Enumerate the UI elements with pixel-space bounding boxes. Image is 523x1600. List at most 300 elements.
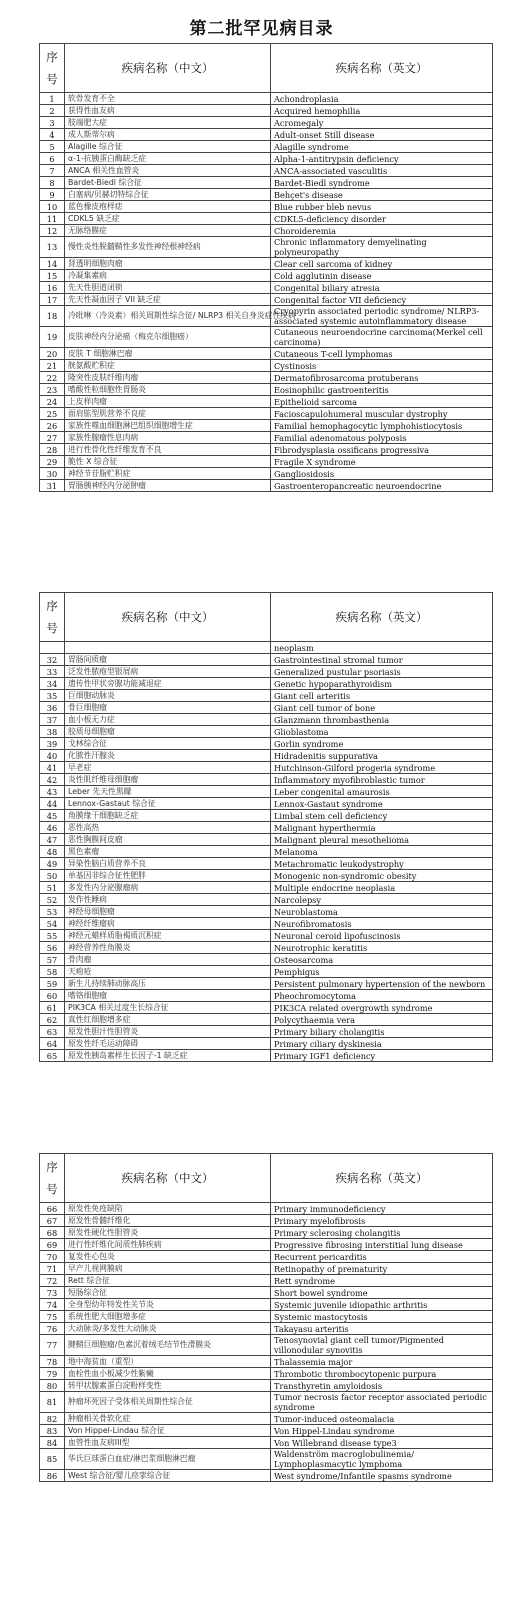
table-row	[40, 1227, 493, 1239]
row-number: 27	[40, 432, 65, 444]
disease-name-english: Tenosynovial giant cell tumor/Pigmented villonodular synovitis	[271, 1335, 493, 1356]
document-title: 第二批罕见病目录	[189, 19, 334, 39]
row-number: 65	[40, 1050, 65, 1062]
row-number: 55	[40, 930, 65, 942]
table-row	[40, 1050, 493, 1062]
table-row	[40, 942, 493, 954]
table-header-row	[40, 1154, 493, 1203]
disease-name-english: Adult-onset Still disease	[271, 129, 493, 141]
disease-name-english: Bardet-Biedl syndrome	[271, 177, 493, 189]
disease-name-chinese: 血小板无力症	[65, 714, 271, 726]
row-number: 66	[40, 1203, 65, 1215]
disease-name-chinese: 骨肉瘤	[65, 954, 271, 966]
row-number: 20	[40, 348, 65, 360]
disease-name-chinese: 腱鞘巨细胞瘤/色素沉着绒毛结节性滑膜炎	[65, 1335, 271, 1356]
table-row	[40, 870, 493, 882]
disease-name-chinese: 家族性噬血细胞淋巴组织细胞增生症	[65, 420, 271, 432]
disease-name-chinese: 嗜酸性粒细胞性胃肠炎	[65, 384, 271, 396]
disease-name-english: Primary IGF1 deficiency	[271, 1050, 493, 1062]
disease-name-english: neoplasm	[271, 642, 493, 654]
row-number: 21	[40, 360, 65, 372]
disease-name-chinese: 进行性纤维化间质性肺疾病	[65, 1239, 271, 1251]
disease-name-english: Neurotrophic keratitis	[271, 942, 493, 954]
disease-name-chinese: 新生儿持续肺动脉高压	[65, 978, 271, 990]
disease-name-chinese: 骨巨细胞瘤	[65, 702, 271, 714]
row-number: 63	[40, 1026, 65, 1038]
disease-name-english: Hidradenitis suppurativa	[271, 750, 493, 762]
table-row	[40, 270, 493, 282]
row-number: 7	[40, 165, 65, 177]
row-number: 80	[40, 1380, 65, 1392]
table-row	[40, 1437, 493, 1449]
row-number: 6	[40, 153, 65, 165]
disease-name-chinese: 先天性凝血因子 VII 缺乏症	[65, 294, 271, 306]
table-row	[40, 762, 493, 774]
row-number: 1	[40, 93, 65, 105]
row-number: 24	[40, 396, 65, 408]
disease-name-chinese: 皮肤神经内分泌癌（梅克尔细胞癌）	[65, 327, 271, 348]
row-number: 25	[40, 408, 65, 420]
table-row	[40, 327, 493, 348]
disease-name-chinese: 蓝色橡皮疱样痣	[65, 201, 271, 213]
table-row	[40, 294, 493, 306]
table-row	[40, 456, 493, 468]
table-row	[40, 444, 493, 456]
disease-name-english: Giant cell arteritis	[271, 690, 493, 702]
disease-name-english: Genetic hypoparathyroidism	[271, 678, 493, 690]
disease-name-english: Eosinophilic gastroenteritis	[271, 384, 493, 396]
table-row	[40, 906, 493, 918]
header-english-name: 疾病名称（英文）	[271, 593, 493, 642]
row-number: 50	[40, 870, 65, 882]
table-row	[40, 990, 493, 1002]
header-english-name: 疾病名称（英文）	[271, 1154, 493, 1203]
table-row	[40, 213, 493, 225]
disease-name-chinese: 黑色素瘤	[65, 846, 271, 858]
row-number	[40, 642, 65, 654]
row-number: 52	[40, 894, 65, 906]
row-number: 46	[40, 822, 65, 834]
row-number: 17	[40, 294, 65, 306]
disease-name-english: Systemic mastocytosis	[271, 1311, 493, 1323]
table-row	[40, 1368, 493, 1380]
row-number: 45	[40, 810, 65, 822]
header-chinese-name: 疾病名称（中文）	[65, 1154, 271, 1203]
row-number: 81	[40, 1392, 65, 1413]
disease-name-chinese: Rett 综合征	[65, 1275, 271, 1287]
disease-name-english: Familial hemophagocytic lymphohistiocytosis	[271, 420, 493, 432]
disease-name-chinese: 获得性血友病	[65, 105, 271, 117]
disease-name-english: Polycythaemia vera	[271, 1014, 493, 1026]
disease-name-chinese: 肾透明细胞肉瘤	[65, 258, 271, 270]
table-row	[40, 966, 493, 978]
table-row	[40, 201, 493, 213]
table-row	[40, 786, 493, 798]
row-number: 72	[40, 1275, 65, 1287]
disease-name-chinese: 早产儿视网膜病	[65, 1263, 271, 1275]
disease-name-english: Gorlin syndrome	[271, 738, 493, 750]
table-row	[40, 1275, 493, 1287]
disease-name-english: Cutaneous T-cell lymphomas	[271, 348, 493, 360]
row-number: 71	[40, 1263, 65, 1275]
disease-name-chinese	[65, 642, 271, 654]
table-row	[40, 420, 493, 432]
disease-name-chinese: 进行性骨化性纤维发育不良	[65, 444, 271, 456]
disease-name-chinese: Von Hippel-Lindau 综合征	[65, 1425, 271, 1437]
disease-name-english: Primary immunodeficiency	[271, 1203, 493, 1215]
row-number: 82	[40, 1413, 65, 1425]
row-number: 54	[40, 918, 65, 930]
table-row	[40, 1026, 493, 1038]
disease-name-chinese: 冷吡啉（冷炎素）相关周期性综合征/ NLRP3 相关自身炎症性疾病	[65, 306, 271, 327]
table-row	[40, 189, 493, 201]
disease-name-chinese: 短肠综合征	[65, 1287, 271, 1299]
disease-name-english: Fibrodysplasia ossificans progressiva	[271, 444, 493, 456]
disease-name-english: Cutaneous neuroendocrine carcinoma(Merkel cell carcinoma)	[271, 327, 493, 348]
disease-name-chinese: 皮肤 T 细胞淋巴瘤	[65, 348, 271, 360]
header-chinese-name: 疾病名称（中文）	[65, 593, 271, 642]
disease-name-chinese: 大动脉炎/多发性大动脉炎	[65, 1323, 271, 1335]
disease-name-english: Hutchinson-Gilford progeria syndrome	[271, 762, 493, 774]
disease-name-chinese: Alagille 综合征	[65, 141, 271, 153]
row-number: 70	[40, 1251, 65, 1263]
disease-name-english: Monogenic non-syndromic obesity	[271, 870, 493, 882]
disease-name-english: Short bowel syndrome	[271, 1287, 493, 1299]
row-number: 44	[40, 798, 65, 810]
row-number: 76	[40, 1323, 65, 1335]
row-number: 9	[40, 189, 65, 201]
disease-name-english: Takayasu arteritis	[271, 1323, 493, 1335]
disease-name-chinese: 先天性胆道闭锁	[65, 282, 271, 294]
disease-name-chinese: 化脓性汗腺炎	[65, 750, 271, 762]
disease-name-english: Primary myelofibrosis	[271, 1215, 493, 1227]
disease-name-english: Pheochromocytoma	[271, 990, 493, 1002]
disease-name-chinese: 炎性肌纤维母细胞瘤	[65, 774, 271, 786]
table-row	[40, 117, 493, 129]
disease-name-english: Gastroenteropancreatic neuroendocrine	[271, 480, 493, 492]
disease-name-english: Persistent pulmonary hypertension of the newborn	[271, 978, 493, 990]
disease-name-english: Cystinosis	[271, 360, 493, 372]
row-number: 53	[40, 906, 65, 918]
disease-name-chinese: 冷凝集素病	[65, 270, 271, 282]
header-number-line2: 号	[46, 1182, 58, 1196]
disease-name-chinese: 转甲状腺素蛋白淀粉样变性	[65, 1380, 271, 1392]
header-chinese-name: 疾病名称（中文）	[65, 44, 271, 93]
table-row	[40, 408, 493, 420]
row-number: 5	[40, 141, 65, 153]
disease-name-chinese: PIK3CA 相关过度生长综合征	[65, 1002, 271, 1014]
disease-name-chinese: 系统性肥大细胞增多症	[65, 1311, 271, 1323]
header-number-line1: 序	[46, 50, 58, 64]
row-number: 37	[40, 714, 65, 726]
disease-table	[39, 43, 493, 492]
table-row	[40, 153, 493, 165]
table-row	[40, 774, 493, 786]
row-number: 73	[40, 1287, 65, 1299]
table-row	[40, 1425, 493, 1437]
row-number: 58	[40, 966, 65, 978]
disease-name-english: Tumor necrosis factor receptor associated periodic syndrome	[271, 1392, 493, 1413]
row-number: 8	[40, 177, 65, 189]
disease-table	[39, 592, 493, 1062]
row-number: 28	[40, 444, 65, 456]
table-row	[40, 1263, 493, 1275]
table-row	[40, 177, 493, 189]
disease-name-english: Giant cell tumor of bone	[271, 702, 493, 714]
disease-name-english: Waldenström macroglobulinemia/ Lymphoplasmacytic lymphoma	[271, 1449, 493, 1470]
row-number: 29	[40, 456, 65, 468]
row-number: 62	[40, 1014, 65, 1026]
disease-name-english: Metachromatic leukodystrophy	[271, 858, 493, 870]
header-number-line2: 号	[46, 621, 58, 635]
disease-name-english: Von Hippel-Lindau syndrome	[271, 1425, 493, 1437]
disease-name-chinese: 恶性高热	[65, 822, 271, 834]
row-number: 22	[40, 372, 65, 384]
disease-name-english: Neurofibromatosis	[271, 918, 493, 930]
table-row	[40, 834, 493, 846]
row-number: 36	[40, 702, 65, 714]
disease-name-chinese: 胃肠胰神经内分泌肿瘤	[65, 480, 271, 492]
disease-name-english: Fragile X syndrome	[271, 456, 493, 468]
table-row	[40, 1335, 493, 1356]
disease-name-chinese: 神经母细胞瘤	[65, 906, 271, 918]
row-number: 84	[40, 1437, 65, 1449]
disease-name-chinese: Leber 先天性黑矇	[65, 786, 271, 798]
disease-name-chinese: 面肩肱型肌营养不良症	[65, 408, 271, 420]
disease-name-chinese: 真性红细胞增多症	[65, 1014, 271, 1026]
table-row	[40, 702, 493, 714]
disease-name-english: Malignant pleural mesothelioma	[271, 834, 493, 846]
disease-name-english: Progressive fibrosing interstitial lung disease	[271, 1239, 493, 1251]
disease-name-chinese: 白塞病/贝赫切特综合征	[65, 189, 271, 201]
disease-name-english: Primary sclerosing cholangitis	[271, 1227, 493, 1239]
disease-name-chinese: 戈林综合征	[65, 738, 271, 750]
row-number: 68	[40, 1227, 65, 1239]
disease-name-english: Systemic juvenile idiopathic arthritis	[271, 1299, 493, 1311]
disease-name-chinese: 遗传性甲状旁腺功能减退症	[65, 678, 271, 690]
row-number: 74	[40, 1299, 65, 1311]
disease-name-chinese: 泛发性脓疱型银屑病	[65, 666, 271, 678]
table-row	[40, 258, 493, 270]
disease-name-english: Facioscapulohumeral muscular dystrophy	[271, 408, 493, 420]
row-number: 4	[40, 129, 65, 141]
table-row	[40, 105, 493, 117]
disease-name-english: Choroideremia	[271, 225, 493, 237]
row-number: 30	[40, 468, 65, 480]
row-number: 77	[40, 1335, 65, 1356]
disease-name-english: Congenital factor VII deficiency	[271, 294, 493, 306]
row-number: 11	[40, 213, 65, 225]
table-row	[40, 954, 493, 966]
row-number: 48	[40, 846, 65, 858]
disease-name-chinese: 神经纤维瘤病	[65, 918, 271, 930]
row-number: 56	[40, 942, 65, 954]
row-number: 31	[40, 480, 65, 492]
header-number-line2: 号	[46, 72, 58, 86]
disease-name-english: Achondroplasia	[271, 93, 493, 105]
disease-name-english: Multiple endocrine neoplasia	[271, 882, 493, 894]
row-number: 34	[40, 678, 65, 690]
disease-name-english: Cold agglutinin disease	[271, 270, 493, 282]
disease-name-chinese: 原发性硬化性胆管炎	[65, 1227, 271, 1239]
disease-name-english: Glanzmann thrombasthenia	[271, 714, 493, 726]
disease-name-chinese: 慢性炎性脱髓鞘性多发性神经根神经病	[65, 237, 271, 258]
table-row	[40, 165, 493, 177]
table-row	[40, 1323, 493, 1335]
table-row	[40, 396, 493, 408]
row-number: 78	[40, 1356, 65, 1368]
disease-name-chinese: 角膜缘干细胞缺乏症	[65, 810, 271, 822]
disease-name-chinese: 天疱疮	[65, 966, 271, 978]
disease-name-english: Pemphigus	[271, 966, 493, 978]
row-number: 12	[40, 225, 65, 237]
table-row	[40, 666, 493, 678]
disease-name-chinese: 血栓性血小板减少性紫癜	[65, 1368, 271, 1380]
table-row	[40, 1287, 493, 1299]
row-number: 3	[40, 117, 65, 129]
header-number-line1: 序	[46, 599, 58, 613]
table-row	[40, 690, 493, 702]
table-row	[40, 1014, 493, 1026]
row-number: 41	[40, 762, 65, 774]
disease-name-chinese: 无脉络膜症	[65, 225, 271, 237]
table-row	[40, 750, 493, 762]
disease-name-chinese: 胱氨酸贮积症	[65, 360, 271, 372]
row-number: 13	[40, 237, 65, 258]
disease-name-chinese: 原发性胆汁性胆管炎	[65, 1026, 271, 1038]
table-row	[40, 810, 493, 822]
disease-name-chinese: 神经节苷脂贮积症	[65, 468, 271, 480]
row-number: 10	[40, 201, 65, 213]
table-row	[40, 894, 493, 906]
table-row	[40, 1038, 493, 1050]
table-row	[40, 1356, 493, 1368]
table-row	[40, 726, 493, 738]
disease-name-english: Gastrointestinal stromal tumor	[271, 654, 493, 666]
disease-name-chinese: 嗜铬细胞瘤	[65, 990, 271, 1002]
table-row	[40, 1449, 493, 1470]
disease-name-chinese: 血管性血友病III型	[65, 1437, 271, 1449]
disease-name-english: Chronic inflammatory demyelinating polyneuropathy	[271, 237, 493, 258]
table-row	[40, 846, 493, 858]
disease-name-chinese: West 综合征/婴儿痉挛综合征	[65, 1470, 271, 1482]
disease-name-chinese: 神经营养性角膜炎	[65, 942, 271, 954]
disease-name-english: Clear cell sarcoma of kidney	[271, 258, 493, 270]
disease-name-english: Familial adenomatous polyposis	[271, 432, 493, 444]
row-number: 32	[40, 654, 65, 666]
disease-name-chinese: 隆突性皮肤纤维肉瘤	[65, 372, 271, 384]
disease-name-chinese: 肿瘤相关骨软化症	[65, 1413, 271, 1425]
disease-name-english: Inflammatory myofibroblastic tumor	[271, 774, 493, 786]
disease-name-chinese: 肿瘤坏死因子受体相关周期性综合征	[65, 1392, 271, 1413]
header-number	[40, 593, 65, 642]
disease-name-chinese: 多发性内分泌腺瘤病	[65, 882, 271, 894]
row-number: 51	[40, 882, 65, 894]
row-number: 79	[40, 1368, 65, 1380]
table-row	[40, 1251, 493, 1263]
disease-name-chinese: 软骨发育不全	[65, 93, 271, 105]
header-number-line1: 序	[46, 1160, 58, 1174]
table-row	[40, 1203, 493, 1215]
disease-name-chinese: CDKL5 缺乏症	[65, 213, 271, 225]
disease-name-english: Acromegaly	[271, 117, 493, 129]
row-number: 18	[40, 306, 65, 327]
row-number: 16	[40, 282, 65, 294]
disease-name-english: Von Willebrand disease type3	[271, 1437, 493, 1449]
disease-name-english: Generalized pustular psoriasis	[271, 666, 493, 678]
disease-name-english: Blue rubber bleb nevus	[271, 201, 493, 213]
row-number: 47	[40, 834, 65, 846]
row-number: 85	[40, 1449, 65, 1470]
header-english-name: 疾病名称（英文）	[271, 44, 493, 93]
table-row	[40, 372, 493, 384]
disease-name-english: Acquired hemophilia	[271, 105, 493, 117]
disease-name-english: Limbal stem cell deficiency	[271, 810, 493, 822]
disease-name-english: Transthyretin amyloidosis	[271, 1380, 493, 1392]
disease-name-chinese: 早老症	[65, 762, 271, 774]
disease-name-english: West syndrome/Infantile spasms syndrome	[271, 1470, 493, 1482]
row-number: 43	[40, 786, 65, 798]
table-row	[40, 384, 493, 396]
disease-name-chinese: 单基因非综合征性肥胖	[65, 870, 271, 882]
disease-name-english: Thalassemia major	[271, 1356, 493, 1368]
disease-name-chinese: 原发性免疫缺陷	[65, 1203, 271, 1215]
table-row	[40, 468, 493, 480]
table-header-row	[40, 593, 493, 642]
disease-name-chinese: 成人斯蒂尔病	[65, 129, 271, 141]
disease-name-english: Cryopyrin associated periodic syndrome/ NLRP3-associated systemic autoinflammatory disease	[271, 306, 493, 327]
row-number: 60	[40, 990, 65, 1002]
disease-name-chinese: 全身型幼年特发性关节炎	[65, 1299, 271, 1311]
disease-name-chinese: 神经元蜡样质脂褐质沉积症	[65, 930, 271, 942]
table-row	[40, 237, 493, 258]
disease-name-english: Rett syndrome	[271, 1275, 493, 1287]
row-number: 59	[40, 978, 65, 990]
table-row	[40, 654, 493, 666]
disease-name-english: Leber congenital amaurosis	[271, 786, 493, 798]
disease-name-english: Recurrent pericarditis	[271, 1251, 493, 1263]
disease-name-english: Behçet's disease	[271, 189, 493, 201]
row-number: 19	[40, 327, 65, 348]
disease-name-chinese: 上皮样肉瘤	[65, 396, 271, 408]
disease-name-english: Tumor-induced osteomalacia	[271, 1413, 493, 1425]
table-row	[40, 1299, 493, 1311]
row-number: 61	[40, 1002, 65, 1014]
disease-name-english: Narcolepsy	[271, 894, 493, 906]
row-number: 35	[40, 690, 65, 702]
row-number: 15	[40, 270, 65, 282]
disease-name-english: Retinopathy of prematurity	[271, 1263, 493, 1275]
disease-name-chinese: 巨细胞动脉炎	[65, 690, 271, 702]
disease-name-chinese: 原发性纤毛运动障碍	[65, 1038, 271, 1050]
disease-name-english: CDKL5-deficiency disorder	[271, 213, 493, 225]
table-row	[40, 822, 493, 834]
row-number: 42	[40, 774, 65, 786]
disease-name-english: Gangliosidosis	[271, 468, 493, 480]
table-row	[40, 141, 493, 153]
disease-name-english: Neuroblastoma	[271, 906, 493, 918]
table-row	[40, 1002, 493, 1014]
table-header-row	[40, 44, 493, 93]
table-row	[40, 738, 493, 750]
table-row	[40, 642, 493, 654]
disease-name-english: Primary biliary cholangitis	[271, 1026, 493, 1038]
disease-name-chinese: 发作性睡病	[65, 894, 271, 906]
table-row	[40, 1413, 493, 1425]
table-row	[40, 930, 493, 942]
table-row	[40, 1239, 493, 1251]
disease-name-chinese: 胃肠间质瘤	[65, 654, 271, 666]
